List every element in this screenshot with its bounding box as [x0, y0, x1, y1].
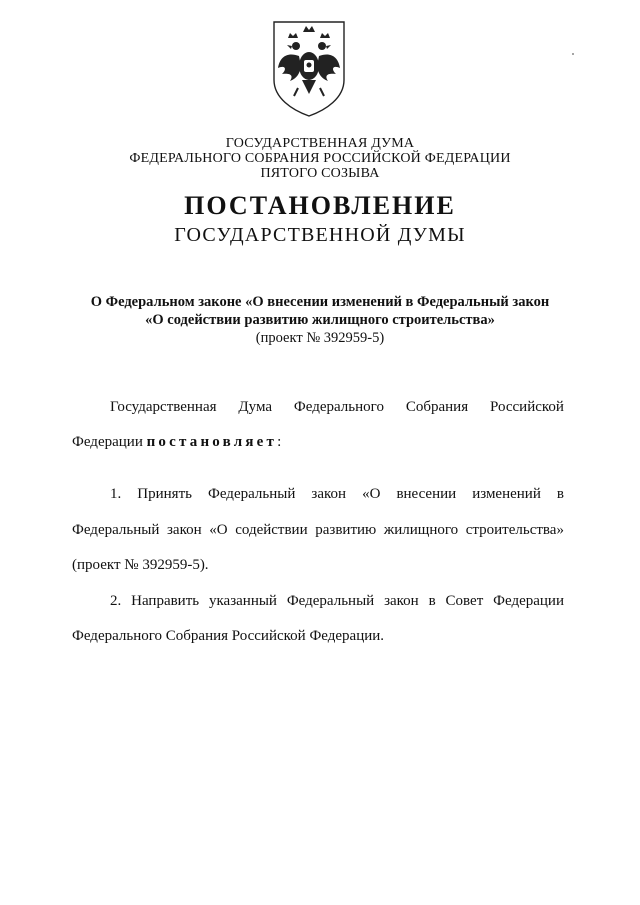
- text: :: [277, 434, 282, 450]
- paragraph-2-line-1: [110, 484, 564, 504]
- word: Федеральный: [208, 486, 296, 502]
- coat-of-arms-icon: [270, 18, 348, 118]
- paragraph-1-line-2: [72, 432, 564, 452]
- word: в: [556, 486, 564, 502]
- word: Направить: [131, 593, 200, 609]
- word: изменений: [472, 486, 541, 502]
- word: 1.: [110, 486, 122, 502]
- scan-dot: [572, 53, 574, 55]
- paragraph-3-line-1: [110, 591, 564, 611]
- word: 2.: [110, 593, 122, 609]
- paragraph-2-line-2: [72, 520, 564, 540]
- word: Совет: [445, 593, 484, 609]
- word: строительства»: [465, 522, 564, 538]
- word: Федеральный: [72, 522, 160, 538]
- subject-line-2: «О содействии развитию жилищного строительства»: [145, 312, 495, 328]
- word: Принять: [137, 486, 192, 502]
- word: закон: [384, 593, 419, 609]
- word: Собрания: [405, 399, 469, 415]
- word: «О: [362, 486, 381, 502]
- paragraph-2-line-3: (проект № 392959-5).: [72, 557, 209, 573]
- text: Федерации: [72, 434, 147, 450]
- word: Федерального: [293, 399, 384, 415]
- word: Федеральный: [286, 593, 375, 609]
- word: внесении: [396, 486, 457, 502]
- header-line-3: ПЯТОГО СОЗЫВА: [260, 166, 380, 181]
- word: Федерации: [493, 593, 564, 609]
- word: закон: [311, 486, 347, 502]
- word: Государственная: [110, 399, 217, 415]
- document-subtitle: ГОСУДАРСТВЕННОЙ ДУМЫ: [174, 224, 466, 246]
- subject-line-3: (проект № 392959-5): [255, 330, 385, 346]
- paragraph-1-line-1: [110, 397, 564, 417]
- word: жилищного: [383, 522, 459, 538]
- paragraph-3-line-2: Федерального Собрания Российской Федерации.: [72, 628, 385, 644]
- word: закон: [166, 522, 202, 538]
- subject-line-1: О Федеральном законе «О внесении изменений в Федеральный закон: [90, 294, 550, 310]
- word: развитию: [315, 522, 377, 538]
- header-line-2: ФЕДЕРАЛЬНОГО СОБРАНИЯ РОССИЙСКОЙ ФЕДЕРАЦИИ: [129, 151, 511, 166]
- emphasized-verb: постановляет: [146, 434, 278, 450]
- header-line-1: ГОСУДАРСТВЕННАЯ ДУМА: [225, 136, 415, 151]
- document-title: ПОСТАНОВЛЕНИЕ: [184, 191, 456, 220]
- word: содействии: [235, 522, 308, 538]
- word: Российской: [490, 399, 564, 415]
- word: указанный: [208, 593, 277, 609]
- word: в: [428, 593, 436, 609]
- word: Дума: [238, 399, 273, 415]
- word: «О: [209, 522, 228, 538]
